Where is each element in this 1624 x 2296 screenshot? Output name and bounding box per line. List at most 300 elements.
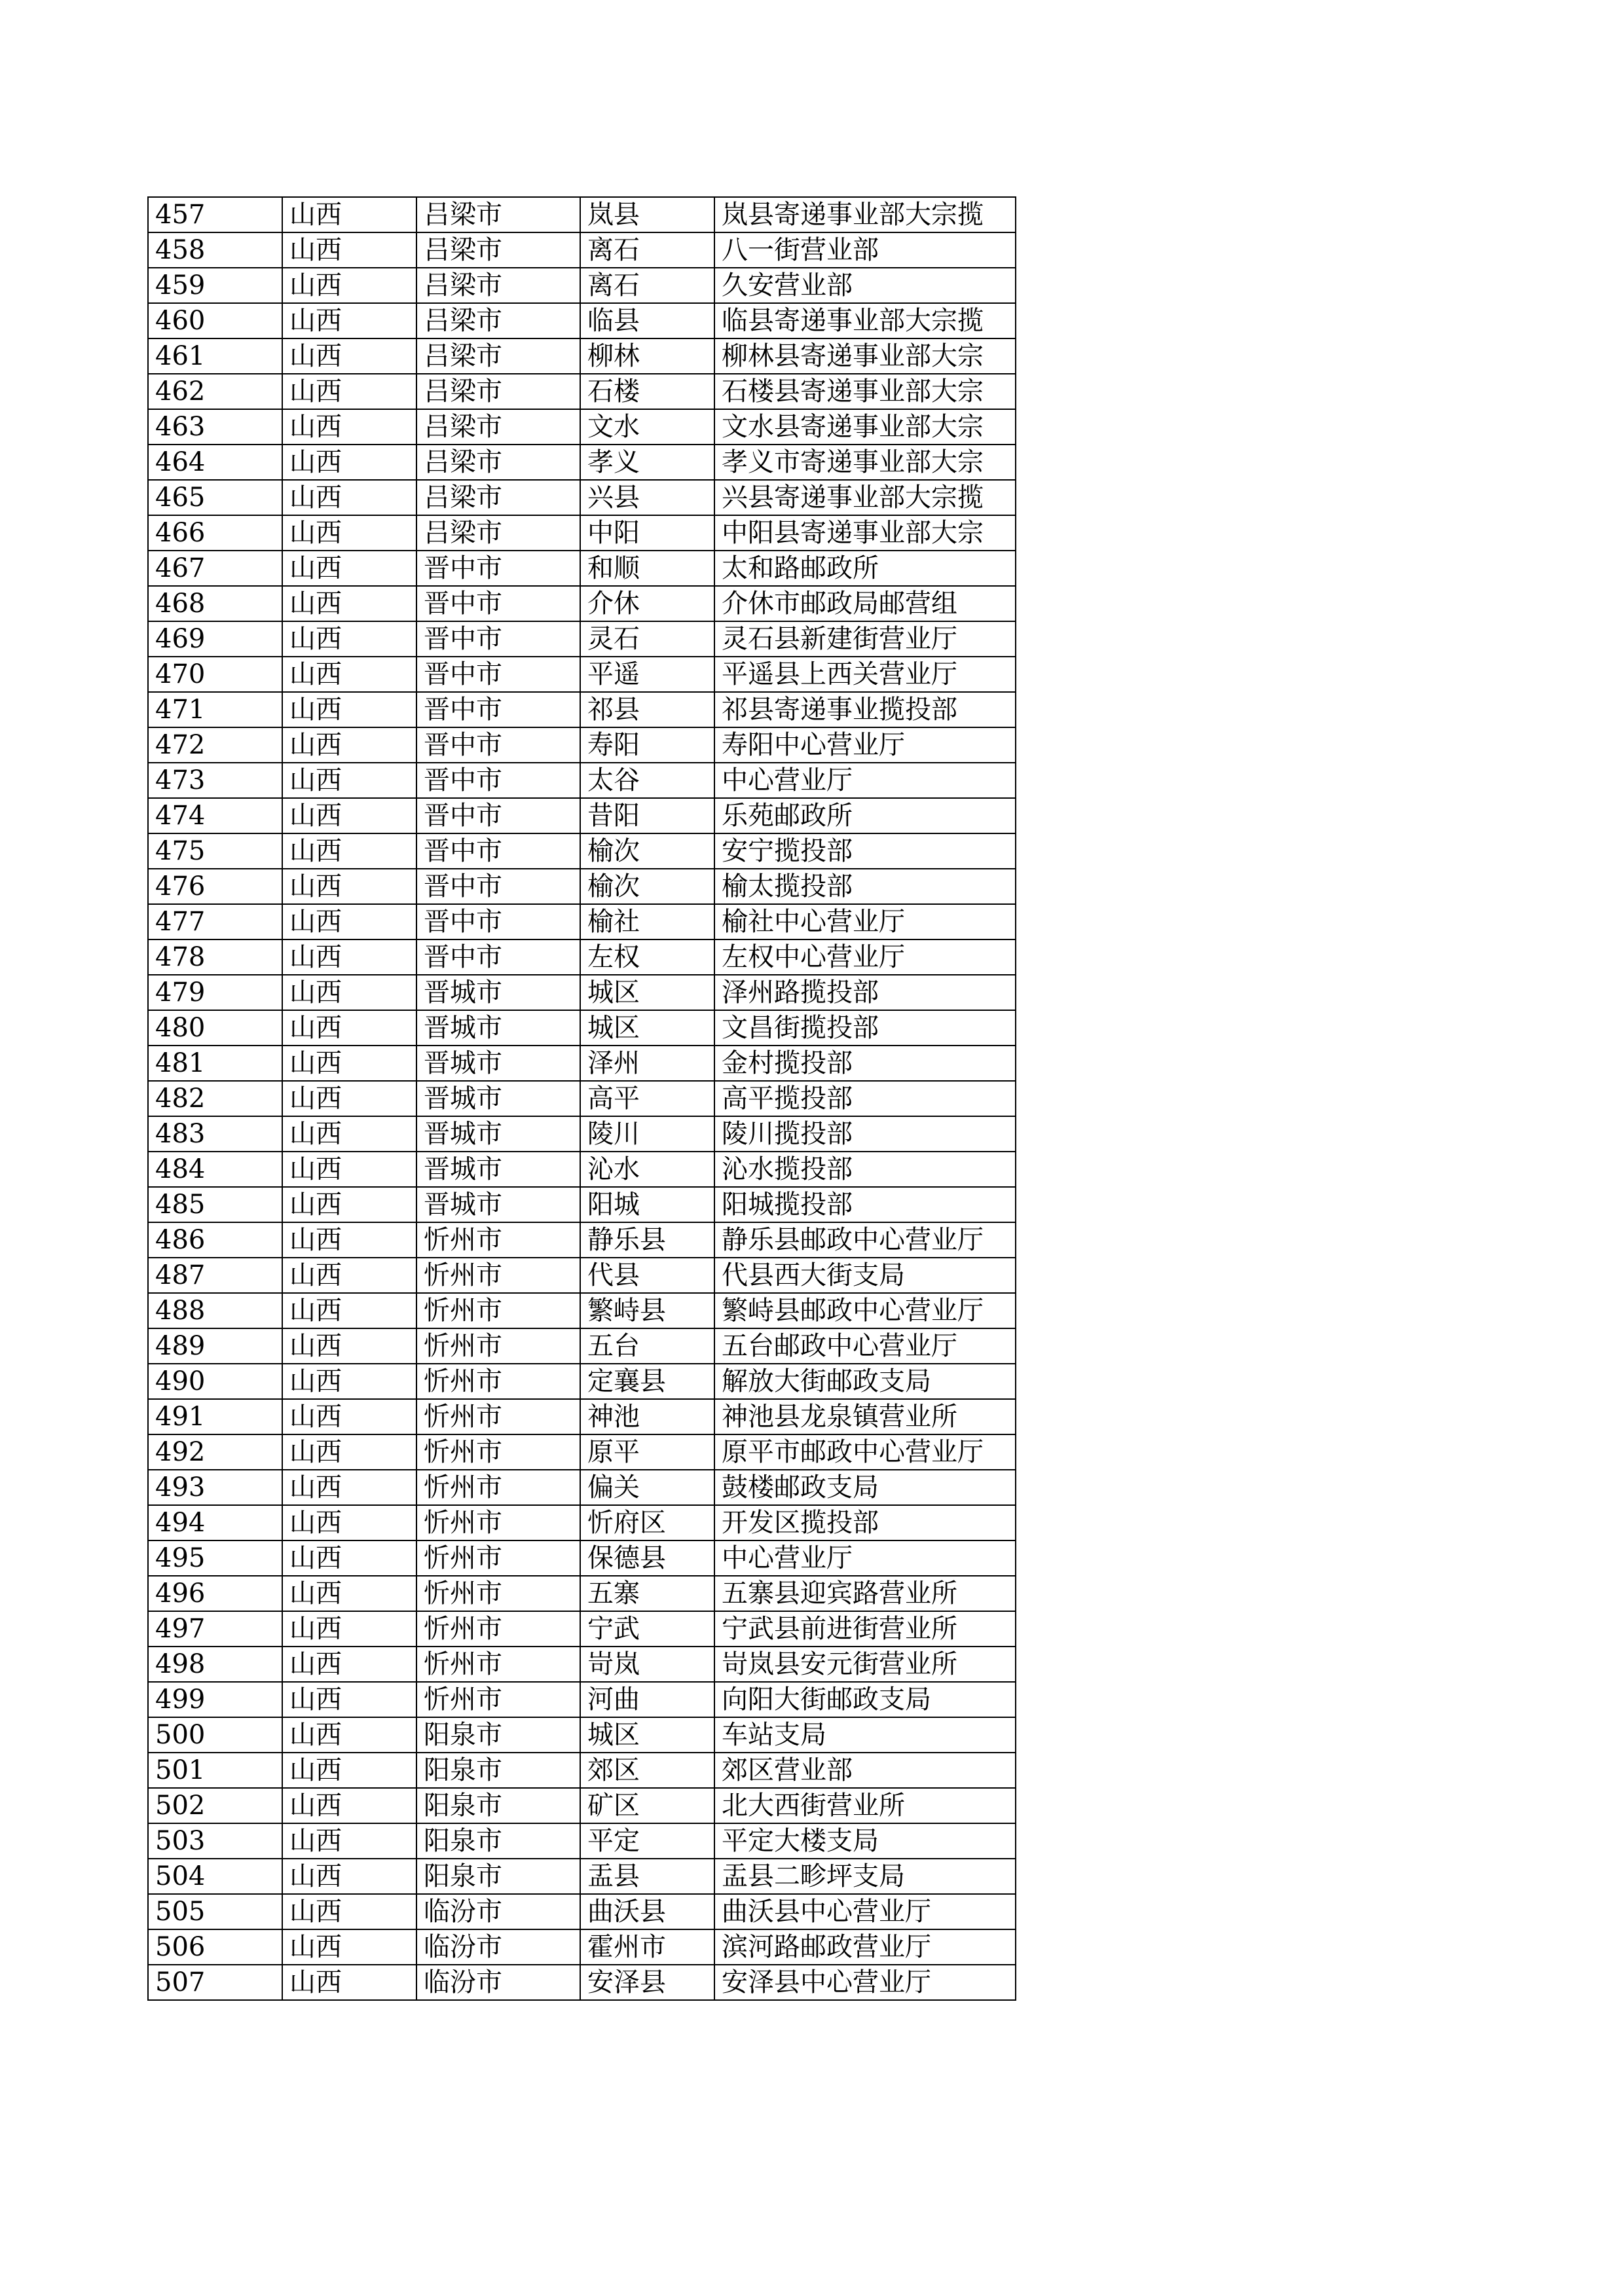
city-cell: 晋中市 xyxy=(416,657,580,692)
row-number-cell: 507 xyxy=(148,1965,282,2000)
table-row xyxy=(148,657,1016,692)
table-row xyxy=(148,551,1016,586)
city-cell: 吕梁市 xyxy=(416,409,580,445)
table-row xyxy=(148,1116,1016,1152)
table-row xyxy=(148,1399,1016,1434)
district-cell: 陵川 xyxy=(580,1116,714,1152)
outlet-name-cell: 祁县寄递事业揽投部 xyxy=(714,692,1016,727)
outlet-name-cell: 岚县寄递事业部大宗揽 xyxy=(714,197,1016,232)
district-cell: 泽州 xyxy=(580,1046,714,1081)
table-row xyxy=(148,692,1016,727)
city-cell: 晋城市 xyxy=(416,1152,580,1187)
outlet-name-cell: 高平揽投部 xyxy=(714,1081,1016,1116)
table-row xyxy=(148,939,1016,975)
province-cell: 山西 xyxy=(282,939,416,975)
table-row xyxy=(148,586,1016,621)
table-row xyxy=(148,1328,1016,1364)
outlet-name-cell: 平遥县上西关营业厅 xyxy=(714,657,1016,692)
district-cell: 忻府区 xyxy=(580,1505,714,1540)
row-number-cell: 497 xyxy=(148,1611,282,1647)
province-cell: 山西 xyxy=(282,1929,416,1965)
outlet-name-cell: 代县西大街支局 xyxy=(714,1258,1016,1293)
outlet-name-cell: 安泽县中心营业厅 xyxy=(714,1965,1016,2000)
district-cell: 和顺 xyxy=(580,551,714,586)
city-cell: 忻州市 xyxy=(416,1647,580,1682)
table-row xyxy=(148,833,1016,869)
row-number-cell: 458 xyxy=(148,232,282,268)
province-cell: 山西 xyxy=(282,409,416,445)
city-cell: 晋中市 xyxy=(416,586,580,621)
outlet-name-cell: 五台邮政中心营业厅 xyxy=(714,1328,1016,1364)
city-cell: 晋城市 xyxy=(416,1046,580,1081)
city-cell: 忻州市 xyxy=(416,1258,580,1293)
province-cell: 山西 xyxy=(282,763,416,798)
table-row xyxy=(148,1753,1016,1788)
outlet-name-cell: 开发区揽投部 xyxy=(714,1505,1016,1540)
city-cell: 临汾市 xyxy=(416,1965,580,2000)
table-row xyxy=(148,1187,1016,1222)
outlet-name-cell: 孝义市寄递事业部大宗 xyxy=(714,445,1016,480)
district-cell: 中阳 xyxy=(580,515,714,551)
city-cell: 晋中市 xyxy=(416,869,580,904)
province-cell: 山西 xyxy=(282,1187,416,1222)
city-cell: 晋城市 xyxy=(416,1187,580,1222)
city-cell: 晋中市 xyxy=(416,727,580,763)
district-cell: 岚县 xyxy=(580,197,714,232)
city-cell: 晋中市 xyxy=(416,551,580,586)
province-cell: 山西 xyxy=(282,727,416,763)
row-number-cell: 463 xyxy=(148,409,282,445)
district-cell: 代县 xyxy=(580,1258,714,1293)
row-number-cell: 472 xyxy=(148,727,282,763)
district-cell: 祁县 xyxy=(580,692,714,727)
district-cell: 城区 xyxy=(580,975,714,1010)
outlet-name-cell: 金村揽投部 xyxy=(714,1046,1016,1081)
table-row xyxy=(148,1859,1016,1894)
district-cell: 偏关 xyxy=(580,1470,714,1505)
city-cell: 临汾市 xyxy=(416,1929,580,1965)
district-cell: 临县 xyxy=(580,303,714,338)
province-cell: 山西 xyxy=(282,1081,416,1116)
district-cell: 城区 xyxy=(580,1010,714,1046)
row-number-cell: 504 xyxy=(148,1859,282,1894)
outlet-name-cell: 灵石县新建街营业厅 xyxy=(714,621,1016,657)
province-cell: 山西 xyxy=(282,833,416,869)
outlet-name-cell: 郊区营业部 xyxy=(714,1753,1016,1788)
province-cell: 山西 xyxy=(282,1434,416,1470)
district-cell: 榆次 xyxy=(580,869,714,904)
city-cell: 吕梁市 xyxy=(416,445,580,480)
table-row xyxy=(148,515,1016,551)
table-row xyxy=(148,798,1016,833)
province-cell: 山西 xyxy=(282,1753,416,1788)
table-row xyxy=(148,1682,1016,1717)
province-cell: 山西 xyxy=(282,1788,416,1823)
city-cell: 阳泉市 xyxy=(416,1753,580,1788)
province-cell: 山西 xyxy=(282,1328,416,1364)
table-row xyxy=(148,1258,1016,1293)
province-cell: 山西 xyxy=(282,338,416,374)
outlet-name-cell: 北大西街营业所 xyxy=(714,1788,1016,1823)
outlet-name-cell: 宁武县前进街营业所 xyxy=(714,1611,1016,1647)
table-row xyxy=(148,1505,1016,1540)
district-cell: 平遥 xyxy=(580,657,714,692)
province-cell: 山西 xyxy=(282,268,416,303)
district-cell: 榆次 xyxy=(580,833,714,869)
district-cell: 沁水 xyxy=(580,1152,714,1187)
city-cell: 吕梁市 xyxy=(416,338,580,374)
city-cell: 晋城市 xyxy=(416,1010,580,1046)
row-number-cell: 469 xyxy=(148,621,282,657)
outlet-name-cell: 左权中心营业厅 xyxy=(714,939,1016,975)
table-body xyxy=(148,197,1016,2000)
district-cell: 柳林 xyxy=(580,338,714,374)
row-number-cell: 485 xyxy=(148,1187,282,1222)
table-row xyxy=(148,1470,1016,1505)
outlet-name-cell: 向阳大街邮政支局 xyxy=(714,1682,1016,1717)
outlet-name-cell: 解放大街邮政支局 xyxy=(714,1364,1016,1399)
table-row xyxy=(148,904,1016,939)
outlet-name-cell: 原平市邮政中心营业厅 xyxy=(714,1434,1016,1470)
city-cell: 阳泉市 xyxy=(416,1859,580,1894)
city-cell: 忻州市 xyxy=(416,1222,580,1258)
table-row xyxy=(148,975,1016,1010)
outlet-name-cell: 文水县寄递事业部大宗 xyxy=(714,409,1016,445)
row-number-cell: 484 xyxy=(148,1152,282,1187)
outlet-name-cell: 中心营业厅 xyxy=(714,1540,1016,1576)
outlet-name-cell: 曲沃县中心营业厅 xyxy=(714,1894,1016,1929)
outlet-name-cell: 文昌街揽投部 xyxy=(714,1010,1016,1046)
district-cell: 灵石 xyxy=(580,621,714,657)
province-cell: 山西 xyxy=(282,869,416,904)
outlet-name-cell: 盂县二畛坪支局 xyxy=(714,1859,1016,1894)
district-cell: 离石 xyxy=(580,232,714,268)
district-cell: 高平 xyxy=(580,1081,714,1116)
city-cell: 阳泉市 xyxy=(416,1717,580,1753)
province-cell: 山西 xyxy=(282,1823,416,1859)
outlet-name-cell: 五寨县迎宾路营业所 xyxy=(714,1576,1016,1611)
outlet-name-cell: 陵川揽投部 xyxy=(714,1116,1016,1152)
city-cell: 临汾市 xyxy=(416,1894,580,1929)
city-cell: 阳泉市 xyxy=(416,1788,580,1823)
outlet-name-cell: 柳林县寄递事业部大宗 xyxy=(714,338,1016,374)
city-cell: 晋中市 xyxy=(416,798,580,833)
district-cell: 文水 xyxy=(580,409,714,445)
table-row xyxy=(148,1788,1016,1823)
row-number-cell: 470 xyxy=(148,657,282,692)
district-cell: 左权 xyxy=(580,939,714,975)
city-cell: 晋城市 xyxy=(416,975,580,1010)
table-row xyxy=(148,374,1016,409)
data-table xyxy=(147,196,1016,2001)
outlet-name-cell: 中阳县寄递事业部大宗 xyxy=(714,515,1016,551)
district-cell: 神池 xyxy=(580,1399,714,1434)
province-cell: 山西 xyxy=(282,1258,416,1293)
table-row xyxy=(148,1611,1016,1647)
province-cell: 山西 xyxy=(282,1682,416,1717)
row-number-cell: 493 xyxy=(148,1470,282,1505)
province-cell: 山西 xyxy=(282,232,416,268)
row-number-cell: 466 xyxy=(148,515,282,551)
outlet-name-cell: 八一街营业部 xyxy=(714,232,1016,268)
table-row xyxy=(148,763,1016,798)
outlet-name-cell: 乐苑邮政所 xyxy=(714,798,1016,833)
city-cell: 忻州市 xyxy=(416,1293,580,1328)
row-number-cell: 502 xyxy=(148,1788,282,1823)
row-number-cell: 478 xyxy=(148,939,282,975)
outlet-name-cell: 平定大楼支局 xyxy=(714,1823,1016,1859)
province-cell: 山西 xyxy=(282,1647,416,1682)
city-cell: 晋中市 xyxy=(416,621,580,657)
outlet-name-cell: 太和路邮政所 xyxy=(714,551,1016,586)
outlet-name-cell: 泽州路揽投部 xyxy=(714,975,1016,1010)
province-cell: 山西 xyxy=(282,445,416,480)
row-number-cell: 471 xyxy=(148,692,282,727)
outlet-name-cell: 阳城揽投部 xyxy=(714,1187,1016,1222)
district-cell: 阳城 xyxy=(580,1187,714,1222)
district-cell: 郊区 xyxy=(580,1753,714,1788)
table-row xyxy=(148,1364,1016,1399)
province-cell: 山西 xyxy=(282,692,416,727)
province-cell: 山西 xyxy=(282,1364,416,1399)
district-cell: 石楼 xyxy=(580,374,714,409)
outlet-name-cell: 安宁揽投部 xyxy=(714,833,1016,869)
city-cell: 晋中市 xyxy=(416,763,580,798)
row-number-cell: 477 xyxy=(148,904,282,939)
row-number-cell: 491 xyxy=(148,1399,282,1434)
province-cell: 山西 xyxy=(282,1505,416,1540)
district-cell: 静乐县 xyxy=(580,1222,714,1258)
district-cell: 矿区 xyxy=(580,1788,714,1823)
row-number-cell: 457 xyxy=(148,197,282,232)
district-cell: 繁峙县 xyxy=(580,1293,714,1328)
province-cell: 山西 xyxy=(282,1470,416,1505)
outlet-name-cell: 神池县龙泉镇营业所 xyxy=(714,1399,1016,1434)
district-cell: 兴县 xyxy=(580,480,714,515)
row-number-cell: 475 xyxy=(148,833,282,869)
outlet-name-cell: 临县寄递事业部大宗揽 xyxy=(714,303,1016,338)
row-number-cell: 482 xyxy=(148,1081,282,1116)
table-row xyxy=(148,1222,1016,1258)
table-row xyxy=(148,1576,1016,1611)
outlet-name-cell: 久安营业部 xyxy=(714,268,1016,303)
province-cell: 山西 xyxy=(282,1894,416,1929)
district-cell: 城区 xyxy=(580,1717,714,1753)
district-cell: 宁武 xyxy=(580,1611,714,1647)
city-cell: 忻州市 xyxy=(416,1364,580,1399)
district-cell: 榆社 xyxy=(580,904,714,939)
district-cell: 定襄县 xyxy=(580,1364,714,1399)
province-cell: 山西 xyxy=(282,480,416,515)
table-row xyxy=(148,621,1016,657)
outlet-name-cell: 鼓楼邮政支局 xyxy=(714,1470,1016,1505)
table-row xyxy=(148,1046,1016,1081)
row-number-cell: 486 xyxy=(148,1222,282,1258)
outlet-name-cell: 中心营业厅 xyxy=(714,763,1016,798)
province-cell: 山西 xyxy=(282,586,416,621)
outlet-name-cell: 滨河路邮政营业厅 xyxy=(714,1929,1016,1965)
city-cell: 吕梁市 xyxy=(416,197,580,232)
city-cell: 晋中市 xyxy=(416,939,580,975)
outlet-name-cell: 静乐县邮政中心营业厅 xyxy=(714,1222,1016,1258)
outlet-name-cell: 榆太揽投部 xyxy=(714,869,1016,904)
province-cell: 山西 xyxy=(282,1046,416,1081)
table-row xyxy=(148,480,1016,515)
table-row xyxy=(148,1823,1016,1859)
outlet-name-cell: 介休市邮政局邮营组 xyxy=(714,586,1016,621)
table-row xyxy=(148,232,1016,268)
district-cell: 五台 xyxy=(580,1328,714,1364)
table-row xyxy=(148,1010,1016,1046)
row-number-cell: 488 xyxy=(148,1293,282,1328)
row-number-cell: 500 xyxy=(148,1717,282,1753)
table-row xyxy=(148,338,1016,374)
province-cell: 山西 xyxy=(282,1965,416,2000)
row-number-cell: 460 xyxy=(148,303,282,338)
outlet-name-cell: 寿阳中心营业厅 xyxy=(714,727,1016,763)
outlet-name-cell: 榆社中心营业厅 xyxy=(714,904,1016,939)
row-number-cell: 489 xyxy=(148,1328,282,1364)
row-number-cell: 498 xyxy=(148,1647,282,1682)
table-row xyxy=(148,1965,1016,2000)
province-cell: 山西 xyxy=(282,1717,416,1753)
table-row xyxy=(148,1434,1016,1470)
city-cell: 忻州市 xyxy=(416,1576,580,1611)
province-cell: 山西 xyxy=(282,1152,416,1187)
city-cell: 晋中市 xyxy=(416,904,580,939)
province-cell: 山西 xyxy=(282,197,416,232)
table-row xyxy=(148,1293,1016,1328)
city-cell: 吕梁市 xyxy=(416,374,580,409)
row-number-cell: 481 xyxy=(148,1046,282,1081)
table-row xyxy=(148,1894,1016,1929)
district-cell: 孝义 xyxy=(580,445,714,480)
city-cell: 吕梁市 xyxy=(416,303,580,338)
province-cell: 山西 xyxy=(282,1576,416,1611)
city-cell: 晋城市 xyxy=(416,1116,580,1152)
city-cell: 忻州市 xyxy=(416,1611,580,1647)
row-number-cell: 503 xyxy=(148,1823,282,1859)
row-number-cell: 459 xyxy=(148,268,282,303)
province-cell: 山西 xyxy=(282,798,416,833)
city-cell: 吕梁市 xyxy=(416,515,580,551)
row-number-cell: 467 xyxy=(148,551,282,586)
district-cell: 霍州市 xyxy=(580,1929,714,1965)
province-cell: 山西 xyxy=(282,1293,416,1328)
table-row xyxy=(148,303,1016,338)
province-cell: 山西 xyxy=(282,1611,416,1647)
district-cell: 原平 xyxy=(580,1434,714,1470)
table-row xyxy=(148,445,1016,480)
row-number-cell: 476 xyxy=(148,869,282,904)
table-row xyxy=(148,1540,1016,1576)
table-row xyxy=(148,1081,1016,1116)
table-row xyxy=(148,1929,1016,1965)
district-cell: 昔阳 xyxy=(580,798,714,833)
province-cell: 山西 xyxy=(282,621,416,657)
city-cell: 忻州市 xyxy=(416,1328,580,1364)
district-cell: 河曲 xyxy=(580,1682,714,1717)
row-number-cell: 506 xyxy=(148,1929,282,1965)
table-row xyxy=(148,1647,1016,1682)
city-cell: 忻州市 xyxy=(416,1505,580,1540)
district-cell: 平定 xyxy=(580,1823,714,1859)
city-cell: 晋城市 xyxy=(416,1081,580,1116)
province-cell: 山西 xyxy=(282,657,416,692)
row-number-cell: 465 xyxy=(148,480,282,515)
city-cell: 吕梁市 xyxy=(416,268,580,303)
row-number-cell: 496 xyxy=(148,1576,282,1611)
outlet-name-cell: 石楼县寄递事业部大宗 xyxy=(714,374,1016,409)
row-number-cell: 487 xyxy=(148,1258,282,1293)
province-cell: 山西 xyxy=(282,1399,416,1434)
province-cell: 山西 xyxy=(282,1222,416,1258)
district-cell: 太谷 xyxy=(580,763,714,798)
province-cell: 山西 xyxy=(282,975,416,1010)
city-cell: 晋中市 xyxy=(416,833,580,869)
row-number-cell: 462 xyxy=(148,374,282,409)
row-number-cell: 483 xyxy=(148,1116,282,1152)
district-cell: 介休 xyxy=(580,586,714,621)
outlet-name-cell: 岢岚县安元街营业所 xyxy=(714,1647,1016,1682)
row-number-cell: 468 xyxy=(148,586,282,621)
city-cell: 忻州市 xyxy=(416,1682,580,1717)
district-cell: 寿阳 xyxy=(580,727,714,763)
table-row xyxy=(148,869,1016,904)
table-row xyxy=(148,1152,1016,1187)
row-number-cell: 479 xyxy=(148,975,282,1010)
city-cell: 忻州市 xyxy=(416,1540,580,1576)
province-cell: 山西 xyxy=(282,303,416,338)
district-cell: 岢岚 xyxy=(580,1647,714,1682)
table-row xyxy=(148,197,1016,232)
district-cell: 曲沃县 xyxy=(580,1894,714,1929)
province-cell: 山西 xyxy=(282,1116,416,1152)
province-cell: 山西 xyxy=(282,1859,416,1894)
outlet-name-cell: 沁水揽投部 xyxy=(714,1152,1016,1187)
table-row xyxy=(148,1717,1016,1753)
row-number-cell: 505 xyxy=(148,1894,282,1929)
row-number-cell: 473 xyxy=(148,763,282,798)
province-cell: 山西 xyxy=(282,904,416,939)
table-row xyxy=(148,268,1016,303)
province-cell: 山西 xyxy=(282,1010,416,1046)
row-number-cell: 492 xyxy=(148,1434,282,1470)
district-cell: 盂县 xyxy=(580,1859,714,1894)
province-cell: 山西 xyxy=(282,515,416,551)
outlet-name-cell: 车站支局 xyxy=(714,1717,1016,1753)
district-cell: 安泽县 xyxy=(580,1965,714,2000)
row-number-cell: 480 xyxy=(148,1010,282,1046)
district-cell: 五寨 xyxy=(580,1576,714,1611)
city-cell: 吕梁市 xyxy=(416,232,580,268)
row-number-cell: 490 xyxy=(148,1364,282,1399)
city-cell: 忻州市 xyxy=(416,1399,580,1434)
row-number-cell: 474 xyxy=(148,798,282,833)
row-number-cell: 494 xyxy=(148,1505,282,1540)
outlet-name-cell: 繁峙县邮政中心营业厅 xyxy=(714,1293,1016,1328)
table-row xyxy=(148,409,1016,445)
province-cell: 山西 xyxy=(282,551,416,586)
province-cell: 山西 xyxy=(282,1540,416,1576)
city-cell: 忻州市 xyxy=(416,1434,580,1470)
province-cell: 山西 xyxy=(282,374,416,409)
row-number-cell: 461 xyxy=(148,338,282,374)
district-cell: 保德县 xyxy=(580,1540,714,1576)
city-cell: 阳泉市 xyxy=(416,1823,580,1859)
row-number-cell: 464 xyxy=(148,445,282,480)
row-number-cell: 495 xyxy=(148,1540,282,1576)
